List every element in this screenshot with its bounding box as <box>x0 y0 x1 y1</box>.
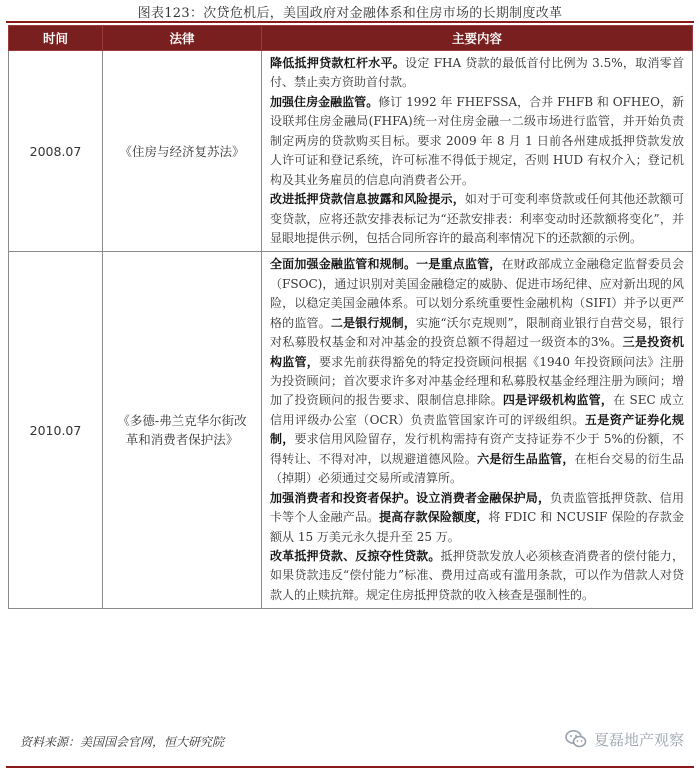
content-bold-text: 四是评级机构监管， <box>502 393 614 408</box>
content-paragraph <box>270 190 684 248</box>
watermark <box>564 727 684 751</box>
content-bold-text: 二是银行规制， <box>330 315 417 330</box>
content-text: 要求信用风险留存，发行机构需持有资产支持证券不少于 5%的份额，不得转让、不得对冲，以规避道德风险。 <box>270 432 684 466</box>
header-time: 时间 <box>9 26 103 51</box>
figure-title: 图表123：次贷危机后，美国政府对金融体系和住房市场的长期制度改革 <box>137 6 563 21</box>
content-bold-text: 改革抵押贷款、反掠夺性贷款。 <box>270 548 441 563</box>
content-paragraph <box>270 255 684 488</box>
reform-table <box>8 25 693 609</box>
table-row <box>9 51 693 252</box>
content-bold-text: 改进抵押贷款信息披露和风险提示， <box>270 192 465 207</box>
wechat-icon <box>564 727 588 751</box>
content-text: 实施“沃尔克规则”，限制商业银行自营交易，银行对私募股权基金和对冲基金的投资总额不得超过一级资本的3%。 <box>270 315 684 350</box>
content-paragraph <box>270 547 684 605</box>
content-bold-text: 降低抵押贷款杠杆水平。 <box>270 56 406 70</box>
watermark-text: 夏磊地产观察 <box>593 730 684 749</box>
content-text: 要求先前获得豁免的特定投资顾问根据《1940 年投资顾问法》注册为投资顾问；首次要求许多对冲基金经理和私募股权基金经理注册为顾问；增加了投资顾问的报告要求、限制信息排除。 <box>270 354 684 408</box>
content-bold-text: 六是衍生品监管， <box>477 451 575 466</box>
content-bold-text: 全面加强金融监管和规制。一是重点监管， <box>270 257 502 272</box>
content-paragraph <box>270 93 684 190</box>
row-content <box>262 51 693 252</box>
content-text: 在 SEC 成立信用评级办公室（OCR）负责监管国家许可的评级组织。 <box>270 393 684 427</box>
content-text: 如对于可变利率贷款或任何其他还款额可变贷款，应将还款安排表标记为“还款安排表：利率变动时还款额将变化”，并显眼地提供示例，包括合同所容许的最高利率情况下的还款额的示例。 <box>270 192 684 245</box>
content-text: 在柜台交易的衍生品（掉期）必须通过交易所或清算所。 <box>270 451 684 486</box>
header-law: 法律 <box>103 26 262 51</box>
content-text: 设定 FHA 贷款的最低首付比例为 3.5%，取消零首付、禁止卖方资助首付款。 <box>270 56 684 90</box>
content-bold-text: 三是投资机构监管， <box>270 335 684 369</box>
row-content <box>262 252 693 609</box>
table-header-row <box>9 26 693 51</box>
content-paragraph <box>270 489 684 547</box>
content-bold-text: 加强消费者和投资者保护。设立消费者金融保护局， <box>270 490 551 505</box>
content-bold-text: 提高存款保险额度， <box>379 510 489 525</box>
content-bold-text: 五是资产证券化规制， <box>270 412 684 447</box>
content-text: 抵押贷款发放人必须核查消费者的偿付能力，如果贷款违反“偿付能力”标准、费用过高或有滥用条款，可以作为借款人对贷款人的止赎抗辩。规定住房抵押贷款的收入核查是强制性的。 <box>270 548 684 602</box>
header-content: 主要内容 <box>262 26 693 51</box>
content-text: 负责监管抵押贷款、信用卡等个人金融产品。 <box>270 490 684 525</box>
content-text: 在财政部成立金融稳定监督委员会（FSOC)，通过识别对美国金融稳定的威胁、促进市场纪律、应对新出现的风险，以稳定美国金融体系。可以划分系统重要性金融机构（SIFI）并予以更严格的监管。 <box>270 257 684 330</box>
table-row <box>9 252 693 609</box>
row-time: 2008.07 <box>9 51 103 252</box>
title-rule <box>6 21 694 23</box>
row-law: 《多德-弗兰克华尔街改革和消费者保护法》 <box>103 252 262 609</box>
bottom-rule <box>6 766 694 768</box>
content-paragraph <box>270 54 684 93</box>
source-note: 资料来源：美国国会官网，恒大研究院 <box>20 735 225 749</box>
content-bold-text: 加强住房金融监管。 <box>270 94 379 109</box>
row-law: 《住房与经济复苏法》 <box>103 51 262 252</box>
row-time: 2010.07 <box>9 252 103 609</box>
content-text: 将 FDIC 和 NCUSIF 保险的存款金额从 15 万美元永久提升至 25 万。 <box>270 510 684 544</box>
content-text: 修订 1992 年 FHEFSSA，合并 FHFB 和 OFHEO，新设联邦住房金融局(FHFA)统一对住房金融一二级市场进行监管，并开始负责制定两房的贷款购买目标。要求 2009 年 8 月 1 日前各州建成抵押贷款发放人许可证和登记系统，许可标准不得低于规定，否则 HUD 有权介入；登记机构及其业务雇员的信息向消费者公开。 <box>270 94 684 187</box>
